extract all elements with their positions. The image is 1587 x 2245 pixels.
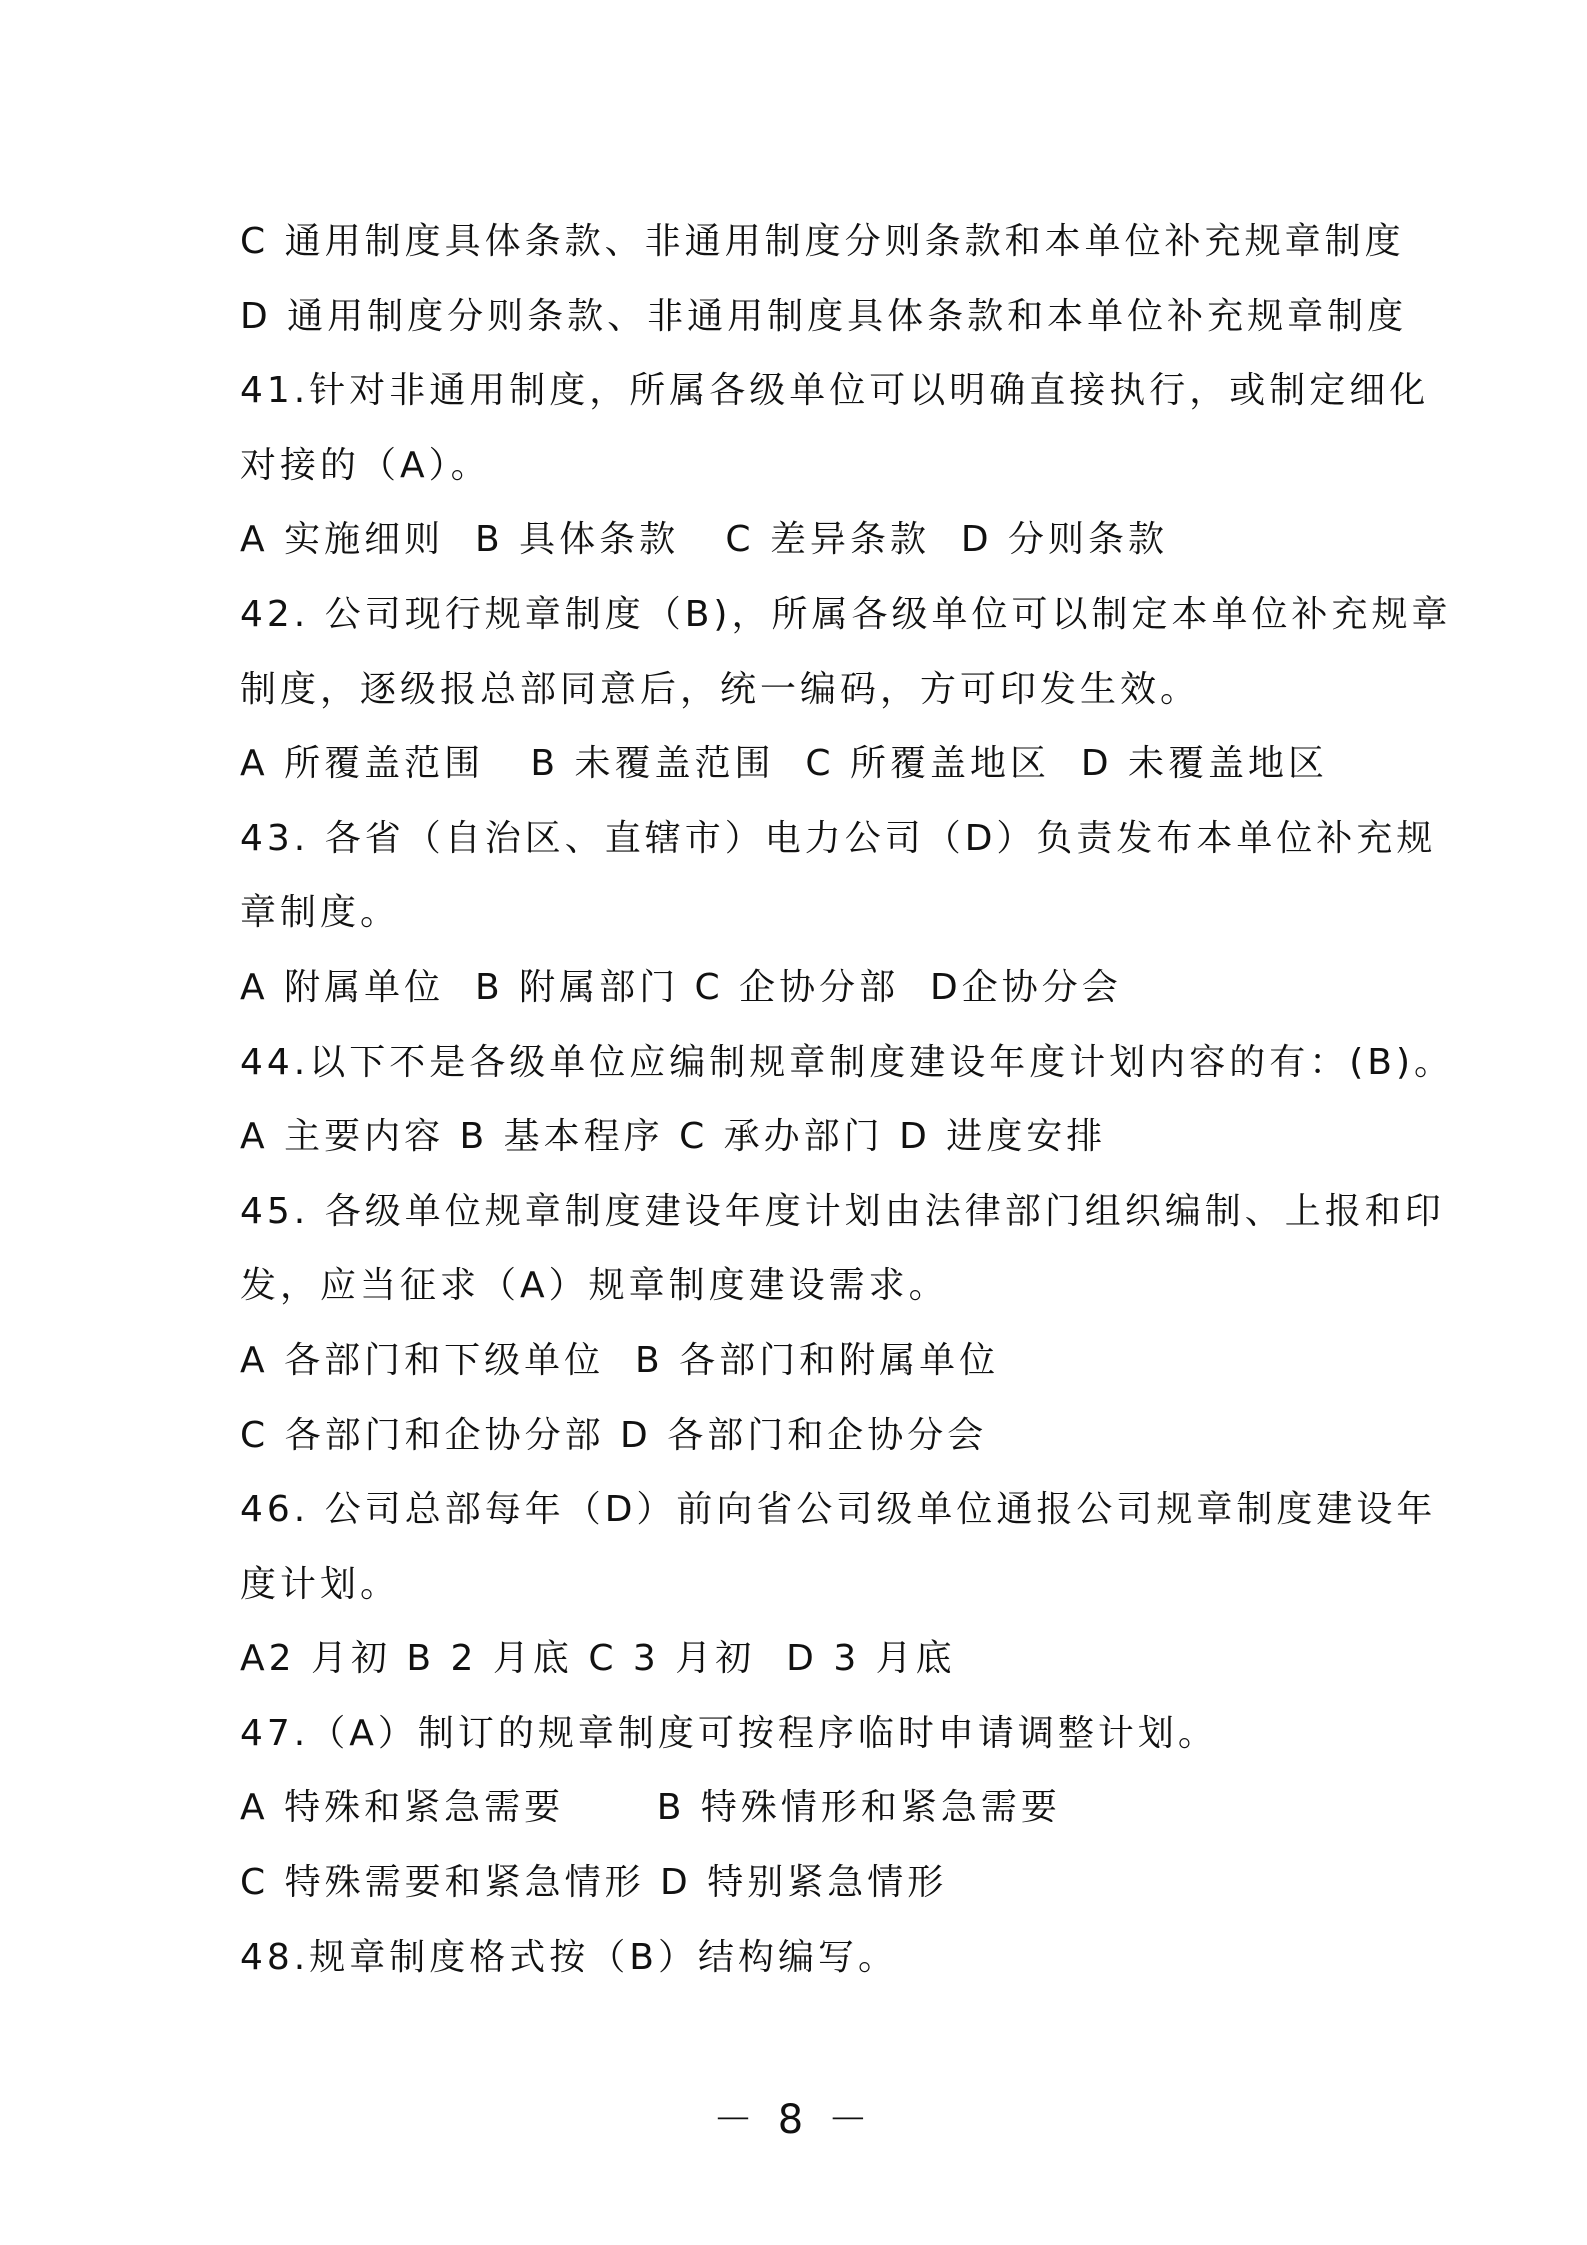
text-line: 发，应当征求（A）规章制度建设需求。 (240, 1265, 949, 1307)
text-line: 章制度。 (240, 892, 401, 934)
question-45-stem: 45. 各级单位规章制度建设年度计划由法律部门组织编制、上报和印 (240, 1190, 1445, 1232)
text-line: 度计划。 (240, 1563, 401, 1605)
question-43-stem: 43. 各省（自治区、直辖市）电力公司（D）负责发布本单位补充规 (240, 817, 1437, 859)
question-41-options: A 实施细则 B 具体条款 C 差异条款 D 分则条款 (240, 519, 1169, 561)
question-47-options: A 特殊和紧急需要 B 特殊情形和紧急需要 (240, 1787, 1061, 1829)
question-42-options: A 所覆盖范围 B 未覆盖范围 C 所覆盖地区 D 未覆盖地区 (240, 743, 1329, 785)
question-47-options: C 特殊需要和紧急情形 D 特别紧急情形 (240, 1862, 948, 1904)
question-46-options: A2 月初 B 2 月底 C 3 月初 D 3 月底 (240, 1638, 956, 1680)
question-44-stem: 44.以下不是各级单位应编制规章制度建设年度计划内容的有：(B)。 (240, 1041, 1455, 1083)
question-46-stem: 46. 公司总部每年（D）前向省公司级单位通报公司规章制度建设年 (240, 1489, 1437, 1531)
text-line: 制度，逐级报总部同意后，统一编码，方可印发生效。 (240, 668, 1201, 710)
question-43-options: A 附属单位 B 附属部门 C 企协分部 D企协分会 (240, 966, 1122, 1008)
question-47-stem: 47.（A）制订的规章制度可按程序临时申请调整计划。 (240, 1712, 1218, 1754)
text-line: 对接的（A）。 (240, 444, 491, 486)
question-44-options: A 主要内容 B 基本程序 C 承办部门 D 进度安排 (240, 1116, 1107, 1158)
question-48-stem: 48.规章制度格式按（B）结构编写。 (240, 1936, 898, 1978)
text-line: C 通用制度具体条款、非通用制度分则条款和本单位补充规章制度 (240, 221, 1405, 262)
text-line: D 通用制度分则条款、非通用制度具体条款和本单位补充规章制度 (240, 295, 1408, 337)
question-45-options: C 各部门和企协分部 D 各部门和企协分会 (240, 1414, 988, 1456)
question-41-stem: 41.针对非通用制度，所属各级单位可以明确直接执行，或制定细化 (240, 370, 1430, 412)
question-42-stem: 42. 公司现行规章制度（B)，所属各级单位可以制定本单位补充规章 (240, 593, 1452, 635)
question-45-options: A 各部门和下级单位 B 各部门和附属单位 (240, 1339, 1000, 1381)
document-body (240, 205, 1455, 1995)
page-number: － 8 － (713, 2097, 874, 2143)
